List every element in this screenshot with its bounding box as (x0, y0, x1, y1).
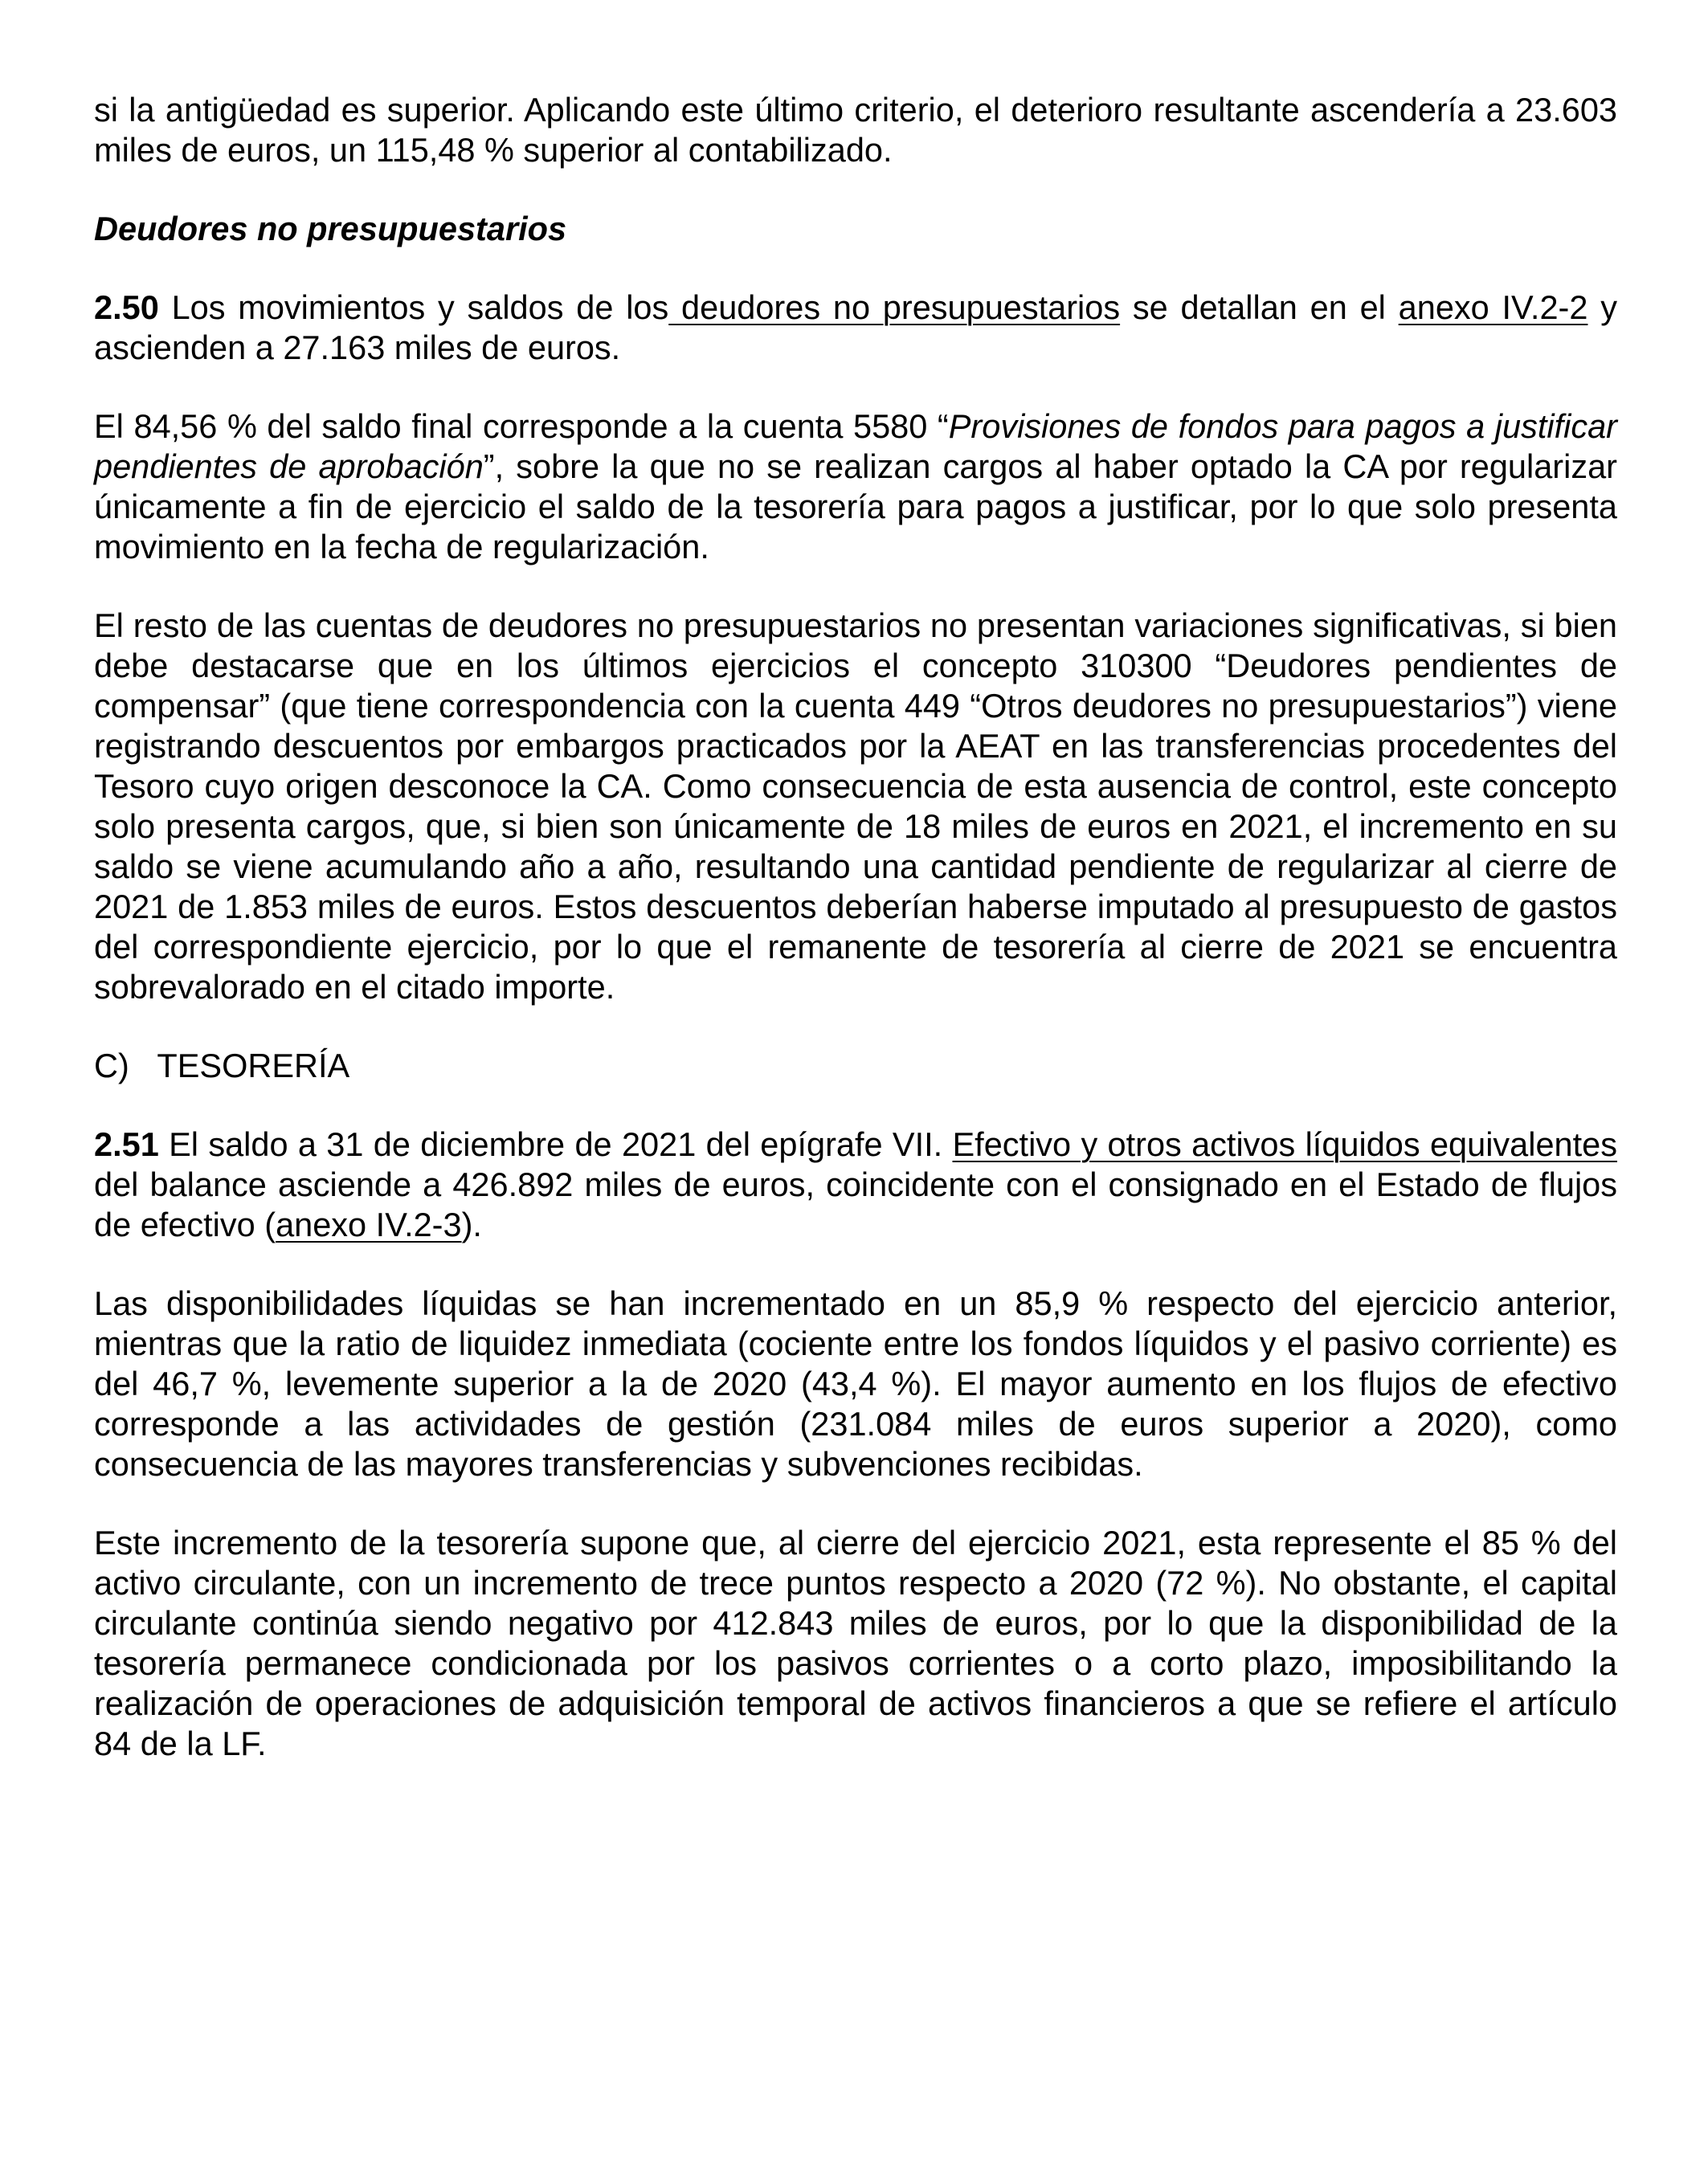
link-efectivo-activos-liquidos[interactable]: Efectivo y otros activos líquidos equivalentes (952, 1125, 1617, 1163)
section-letter: C) (94, 1047, 129, 1084)
paragraph-text: Los movimientos y saldos de los (158, 288, 669, 326)
paragraph-text: El saldo a 31 de diciembre de 2021 del epígrafe VII. (158, 1125, 953, 1163)
paragraph-text: ”, sobre la que no se realizan cargos al haber optado la CA por regularizar únicamente a fin de ejercicio el saldo de la tesorería para pagos a justificar, por lo que solo presenta movimiento en la fecha de regularización. (94, 447, 1617, 565)
paragraph-text: ). (461, 1206, 482, 1243)
paragraph-continuation: si la antigüedad es superior. Aplicando este último criterio, el deterioro resultante ascendería a 23.603 miles de euros, un 115,48 % superior al contabilizado. (94, 91, 1617, 169)
section-title: TESORERÍA (157, 1047, 350, 1084)
paragraph-text: y ascienden a 27.163 miles de euros. (94, 288, 1617, 366)
paragraph-number: 2.51 (94, 1125, 159, 1163)
document-page (94, 90, 1617, 1764)
paragraph-text: del balance asciende a 426.892 miles de euros, coincidente con el consignado en el Estado de flujos de efectivo ( (94, 1165, 1617, 1243)
link-anexo-iv-2-2[interactable]: anexo IV.2-2 (1398, 288, 1588, 326)
paragraph-2-50 (94, 288, 1617, 368)
subheading-deudores: Deudores no presupuestarios (94, 210, 567, 247)
link-deudores-no-presupuestarios[interactable]: deudores no presupuestarios (668, 288, 1121, 326)
paragraph-provisiones (94, 406, 1617, 567)
link-anexo-iv-2-3[interactable]: anexo IV.2-3 (276, 1206, 462, 1243)
paragraph-number: 2.50 (94, 288, 159, 326)
italic-account-name: Provisiones de fondos para pagos a justificar pendientes de aprobación (94, 407, 1618, 485)
paragraph-incremento-tesoreria: Este incremento de la tesorería supone que, al cierre del ejercicio 2021, esta represente el 85 % del activo circulante, con un incremento de trece puntos respecto a 2020 (72 %). No obstante, el capital circulante continúa siendo negativo por 412.843 miles de euros, por lo que la disponibilidad de la tesorería permanece condicionada por los pasivos corrientes o a corto plazo, imposibilitando la realización de operaciones de adquisición temporal de activos financieros a que se refiere el artículo 84 de la LF. (94, 1524, 1617, 1762)
paragraph-text: El 84,56 % del saldo final corresponde a la cuenta 5580 “ (94, 407, 949, 445)
paragraph-disponibilidades: Las disponibilidades líquidas se han incrementado en un 85,9 % respecto del ejercicio anterior, mientras que la ratio de liquidez inmediata (cociente entre los fondos líquidos y el pasivo corriente) es del 46,7 %, levemente superior a la de 2020 (43,4 %). El mayor aumento en los flujos de efectivo corresponde a las actividades de gestión (231.084 miles de euros superior a 2020), como consecuencia de las mayores transferencias y subvenciones recibidas. (94, 1284, 1617, 1483)
section-heading-tesoreria (94, 1046, 1617, 1086)
paragraph-2-51 (94, 1125, 1617, 1245)
paragraph-text: se detallan en el (1120, 288, 1399, 326)
paragraph-resto-cuentas: El resto de las cuentas de deudores no presupuestarios no presentan variaciones significativas, si bien debe destacarse que en los últimos ejercicios el concepto 310300 “Deudores pendientes de compensar” (que tiene correspondencia con la cuenta 449 “Otros deudores no presupuestarios”) viene registrando descuentos por embargos practicados por la AEAT en las transferencias procedentes del Tesoro cuyo origen desconoce la CA. Como consecuencia de esta ausencia de control, este concepto solo presenta cargos, que, si bien son únicamente de 18 miles de euros en 2021, el incremento en su saldo se viene acumulando año a año, resultando una cantidad pendiente de regularizar al cierre de 2021 de 1.853 miles de euros. Estos descuentos deberían haberse imputado al presupuesto de gastos del correspondiente ejercicio, por lo que el remanente de tesorería al cierre de 2021 se encuentra sobrevalorado en el citado importe. (94, 606, 1617, 1006)
